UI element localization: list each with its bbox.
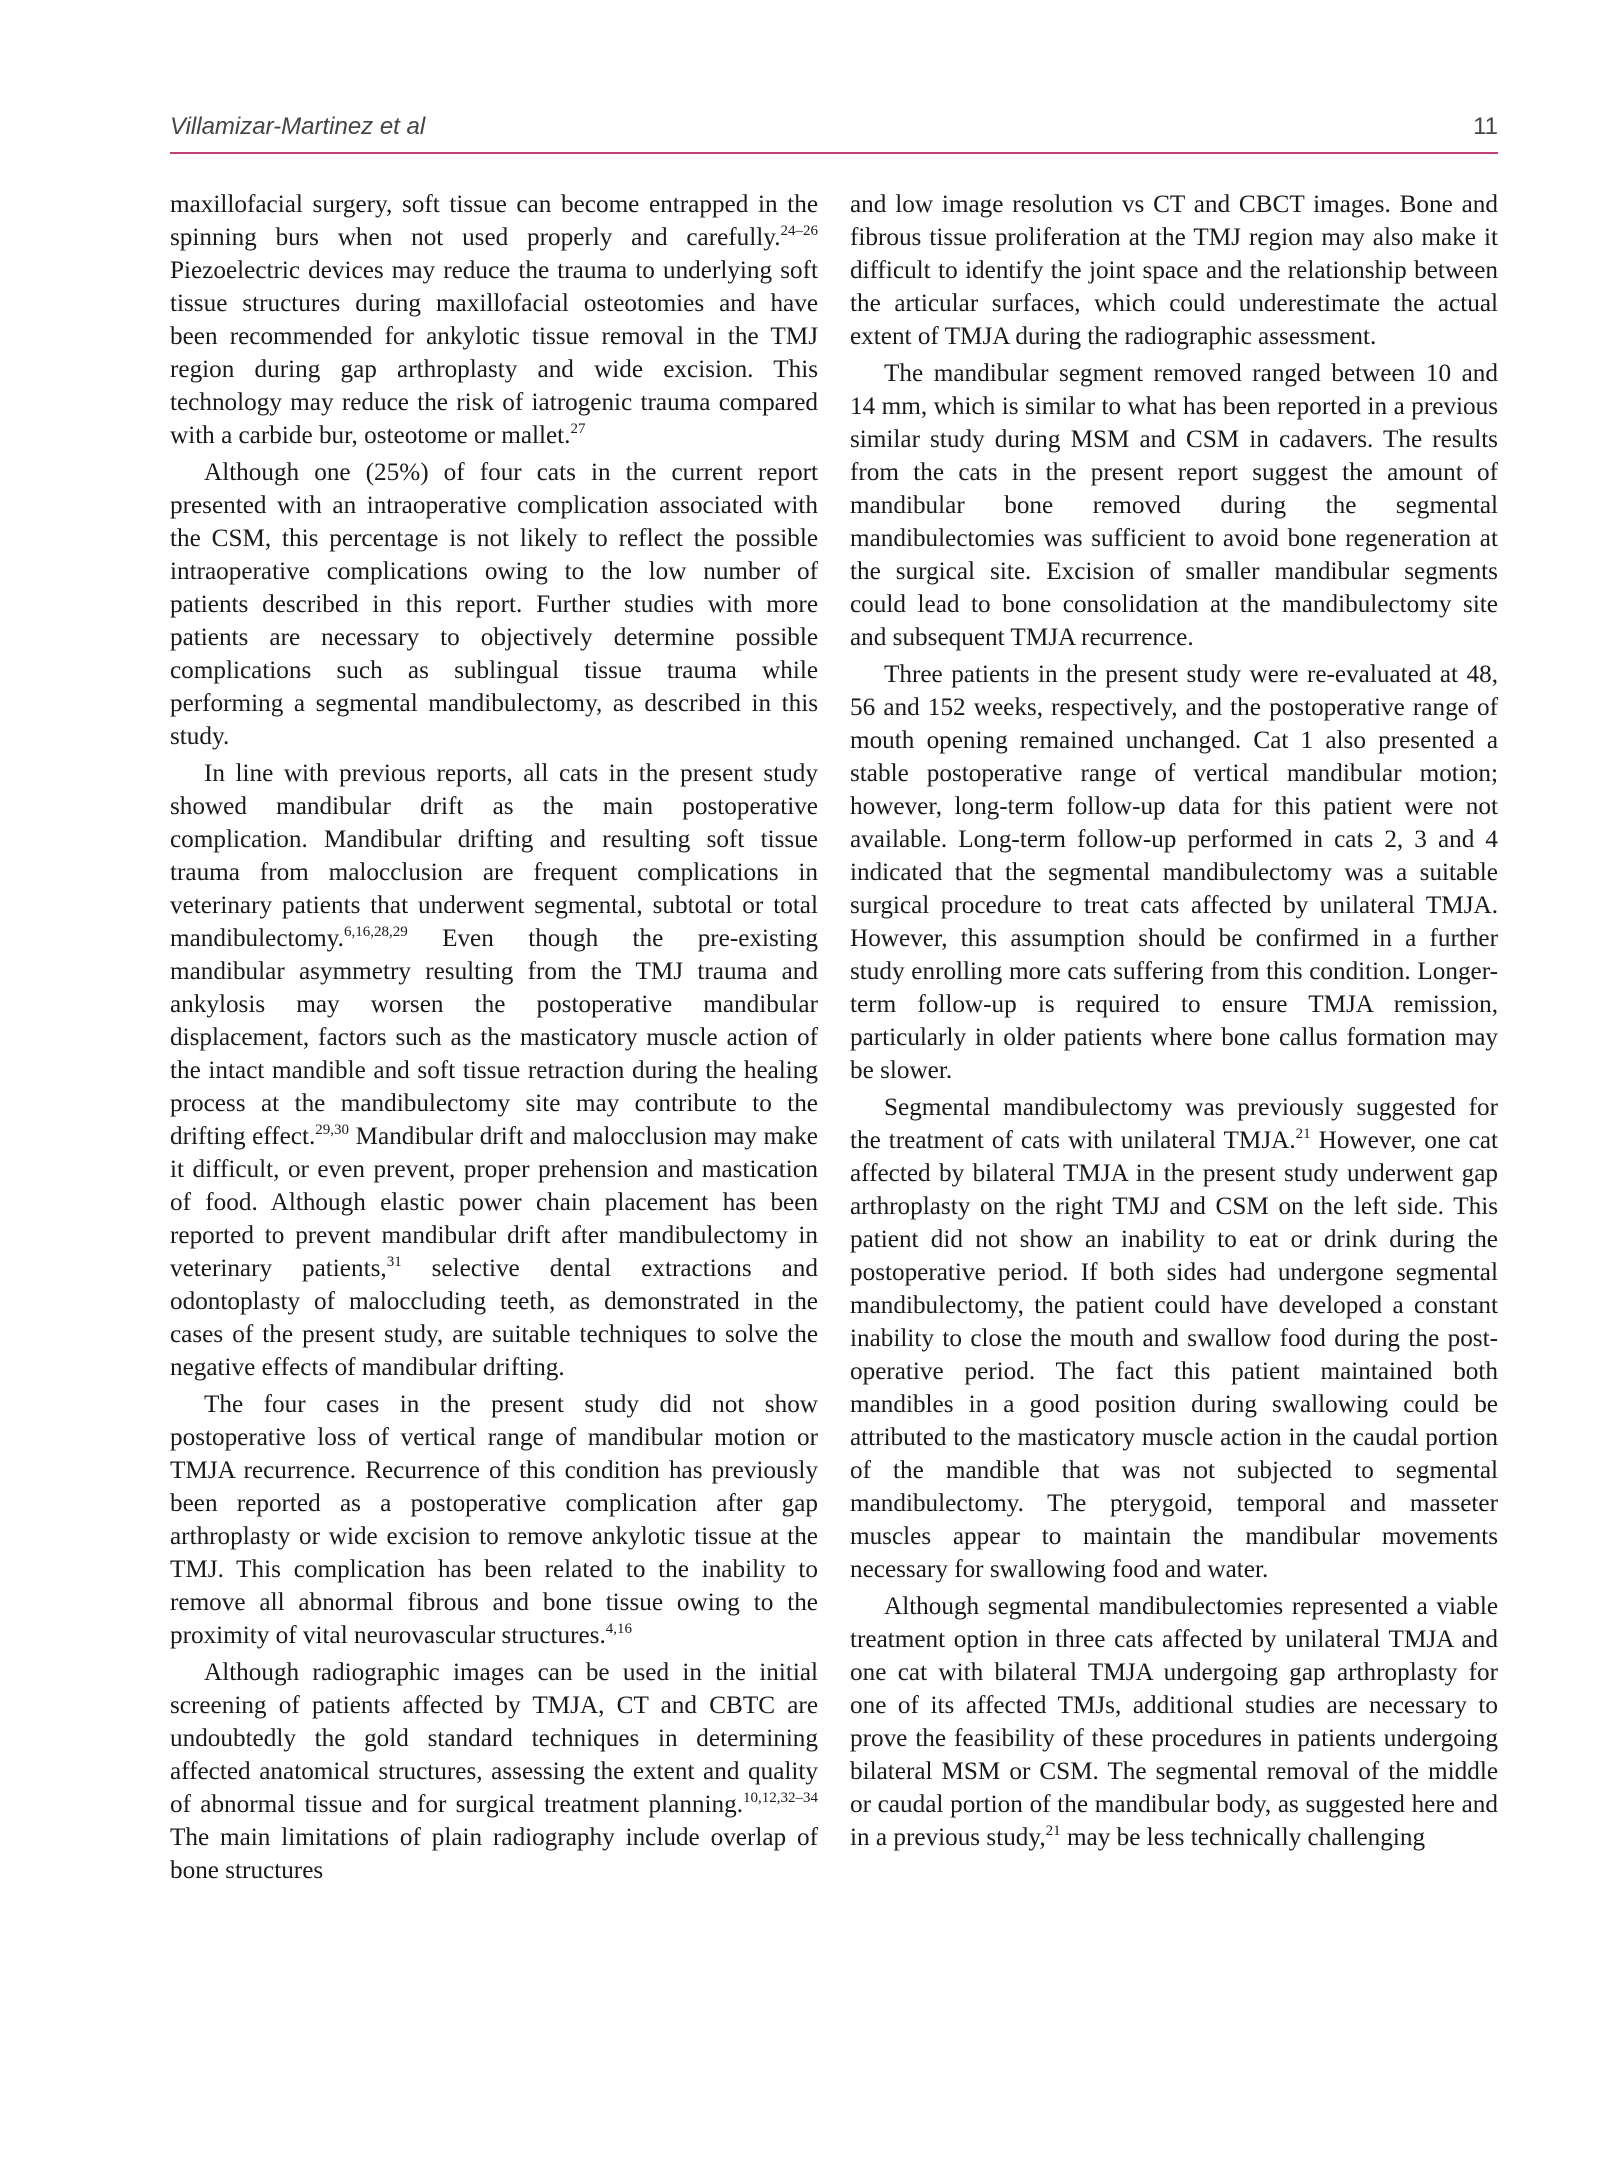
citation: 4,16 <box>605 1621 633 1637</box>
paragraph: In line with previous reports, all cats in the present study showed mandibular drift as the main postoperative complication. Mandibular drifting and resulting soft tissue trauma from malocclusion are frequent complications in veterinary patients that underwent segmental, subtotal or total mandibulectomy.$^{6,16,28,29}$ Even though the pre-existing mandibular asymmetry resulting from the TMJ trauma and ankylosis may worsen the postoperative mandibular displacement, factors such as the masticatory muscle action of the intact mandible and soft tissue retraction during the healing process at the mandibulectomy site may contribute to the drifting effect.$^{29,30}$ Mandibular drift and malocclusion may make it difficult, or even prevent, proper prehension and mastication of food. Although elastic power chain placement has been reported to prevent mandibular drift after mandibulectomy in veterinary patients,$^{31}$ selective dental extractions and odontoplasty of maloccluding teeth, as demonstrated in the cases of the present study, are suitable techniques to solve the negative effects of mandibular drifting. <box>170 760 818 1381</box>
left-column <box>170 188 818 1891</box>
citation: 21 <box>1295 1126 1311 1142</box>
page-number: 11 <box>1473 113 1498 140</box>
citation: 24–26 <box>780 223 818 239</box>
paragraph: Although one (25%) of four cats in the current report presented with an intraoperative complication associated with the CSM, this percentage is not likely to reflect the possible intraoperative complications owing to the low number of patients described in this report. Further studies with more patients are necessary to objectively determine possible complications such as sublingual tissue trauma while performing a segmental mandibulectomy, as described in this study. <box>170 459 818 750</box>
citation: 21 <box>1045 1823 1061 1839</box>
paragraph: and low image resolution vs CT and CBCT images. Bone and fibrous tissue proliferation at the TMJ region may also make it difficult to identify the joint space and the relationship between the articular surfaces, which could underestimate the actual extent of TMJA during the radiographic assessment. <box>850 191 1498 350</box>
paragraph: Although segmental mandibulectomies represented a viable treatment option in three cats affected by unilateral TMJA and one cat with bilateral TMJA undergoing gap arthroplasty for one of its affected TMJs, additional studies are necessary to prove the feasibility of these procedures in patients undergoing bilateral MSM or CSM. The segmental removal of the middle or caudal portion of the mandibular body, as suggested here and in a previous study,$^{21}$ may be less technically challenging <box>850 1593 1498 1851</box>
paragraph: maxillofacial surgery, soft tissue can become entrapped in the spinning burs when not used properly and carefully.$^{24-26}$ Piezoelectric devices may reduce the trauma to underlying soft tissue structures during maxillofacial osteotomies and have been recommended for ankylotic tissue removal in the TMJ region during gap arthroplasty and wide excision. This technology may reduce the risk of iatrogenic trauma compared with a carbide bur, osteotome or mallet.$^{27}$ <box>170 191 818 449</box>
right-column <box>850 188 1498 1858</box>
running-header-authors: Villamizar-Martinez et al <box>170 113 426 140</box>
running-header <box>170 112 1498 154</box>
paragraph: Although radiographic images can be used in the initial screening of patients affected by TMJA, CT and CBTC are undoubtedly the gold standard techniques in determining affected anatomical structures, assessing the extent and quality of abnormal tissue and for surgical treatment planning.$^{10,12,32-34}$ The main limitations of plain radiography include overlap of bone structures <box>170 1659 818 1884</box>
citation: 27 <box>570 421 586 437</box>
paragraph: The four cases in the present study did not show postoperative loss of vertical range of mandibular motion or TMJA recurrence. Recurrence of this condition has previously been reported as a postoperative complication after gap arthroplasty or wide excision to remove ankylotic tissue at the TMJ. This complication has been related to the inability to remove all abnormal fibrous and bone tissue owing to the proximity of vital neurovascular structures.$^{4,16}$ <box>170 1391 818 1649</box>
citation: 29,30 <box>315 1122 350 1138</box>
paragraph: Segmental mandibulectomy was previously suggested for the treatment of cats with unilateral TMJA.$^{21}$ However, one cat affected by bilateral TMJA in the present study underwent gap arthroplasty on the right TMJ and CSM on the left side. This patient did not show an inability to eat or drink during the postoperative period. If both sides had undergone segmental mandibulectomy, the patient could have developed a constant inability to close the mouth and swallow food during the postoperative period. The fact this patient maintained both mandibles in a good position during swallowing could be attributed to the masticatory muscle action in the caudal portion of the mandible that was not subjected to segmental mandibulectomy. The pterygoid, temporal and masseter muscles appear to maintain the mandibular movements necessary for swallowing food and water. <box>850 1094 1499 1583</box>
citation: 10,12,32–34 <box>743 1790 818 1806</box>
paragraph: Three patients in the present study were re-evaluated at 48, 56 and 152 weeks, respectively, and the postoperative range of mouth opening remained unchanged. Cat 1 also presented a stable postoperative range of vertical mandibular motion; however, long-term follow-up data for this patient were not available. Long-term follow-up performed in cats 2, 3 and 4 indicated that the segmental mandibulectomy was a suitable surgical procedure to treat cats affected by unilateral TMJA. However, this assumption should be confirmed in a further study enrolling more cats suffering from this condition. Longer-term follow-up is required to ensure TMJA remission, particularly in older patients where bone callus formation may be slower. <box>850 661 1498 1084</box>
citation: 31 <box>386 1254 402 1270</box>
paragraph: The mandibular segment removed ranged between 10 and 14 mm, which is similar to what has been reported in a previous similar study during MSM and CSM in cadavers. The results from the cats in the present report suggest the amount of mandibular bone removed during the segmental mandibulectomies was sufficient to avoid bone regeneration at the surgical site. Excision of smaller mandibular segments could lead to bone consolidation at the mandibulectomy site and subsequent TMJA recurrence. <box>850 360 1498 651</box>
citation: 6,16,28,29 <box>343 924 408 940</box>
